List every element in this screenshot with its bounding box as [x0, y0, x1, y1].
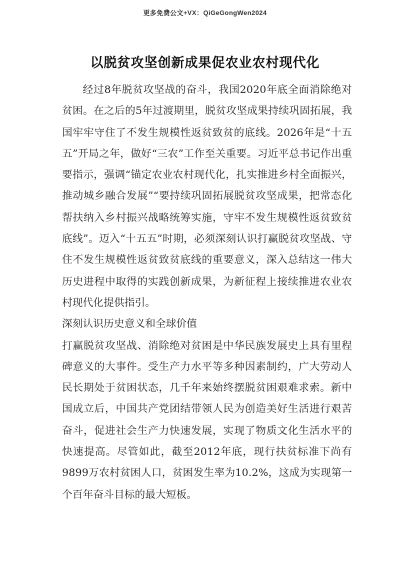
section-heading: 深刻认识历史意义和全球价值 — [62, 318, 198, 331]
document-title: 以脱贫攻坚创新成果促农业农村现代化 — [90, 56, 320, 71]
header-note: 更多免费公文+VX：QiGeGongWen2024 — [143, 10, 267, 17]
document-body — [62, 80, 352, 506]
intro-paragraph: 经过8年脱贫攻坚战的奋斗，我国2020年底全面消除绝对贫困。在之后的5年过渡期里，脱贫攻坚成果持续巩固拓展，我国牢牢守住了不发生规模性返贫致贫的底线。2026年是“十五五”开局之年，做好“三农”工作至关重要。习近平总书记作出重要指示，强调“锚定农业农村现代化，扎实推进乡村全面振兴，推动城乡融合发展”“要持续巩固拓展脱贫攻坚成果，把常态化帮扶纳入乡村振兴战略统筹实施，守牢不发生规模性返贫致贫底线”。迈入“十五五”时期，必须深刻认识打赢脱贫攻坚战、守住不发生规模性返贫致贫底线的重要意义，深入总结这一伟大历史进程中取得的实践创新成果，为新征程上接续推进农业农村现代化提供指引。 — [62, 84, 352, 309]
section-paragraph: 打赢脱贫攻坚战、消除绝对贫困是中华民族发展史上具有里程碑意义的大事件。受生产力水平等多种因素制约，广大劳动人民长期处于贫困状态，几千年来始终摆脱贫困艰难求索。新中国成立后，中国共产党团结带领人民为创造美好生活进行艰苦奋斗，促进社会生产力快速发展，实现了物质文化生活水平的快速提高。尽管如此，截至2012年底，现行扶贫标准下尚有9899万农村贫困人口，贫困发生率为10.2%，这成为实现第一个百年奋斗目标的最大短板。 — [62, 339, 352, 501]
